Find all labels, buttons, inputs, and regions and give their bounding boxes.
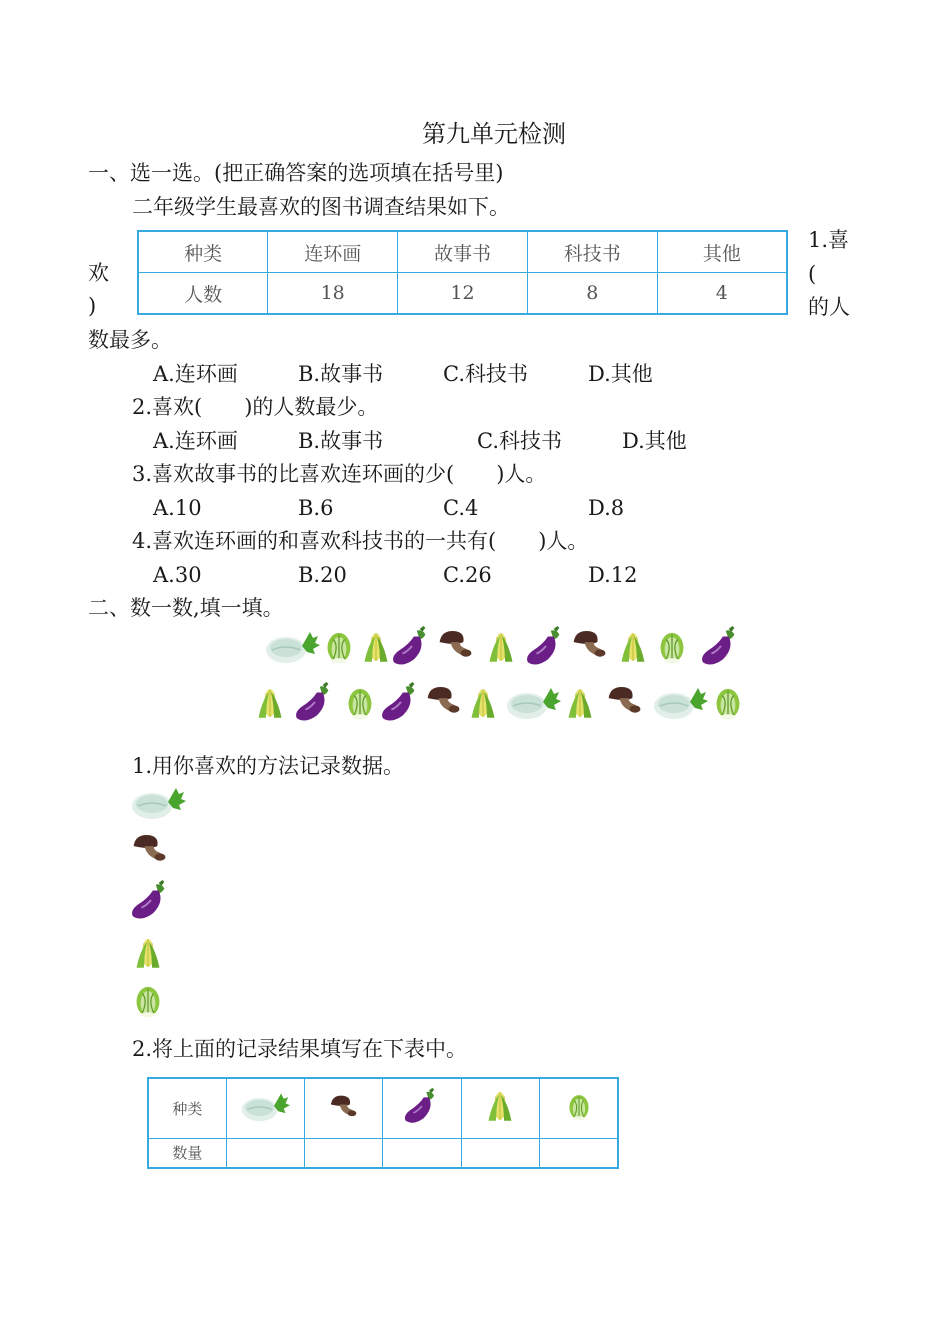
table-cell: 科技书	[527, 231, 657, 273]
cabbage-icon	[342, 680, 378, 724]
eggplant-icon	[380, 680, 422, 724]
table-icon-cell	[540, 1078, 618, 1138]
q1-option-c: C.科技书	[443, 362, 528, 386]
table-row	[148, 1078, 618, 1138]
corn-icon	[483, 624, 519, 670]
table-row	[138, 273, 787, 315]
table-row-label: 数量	[148, 1138, 226, 1168]
vegetable-count-table	[147, 1077, 619, 1169]
table-icon-cell	[226, 1078, 304, 1138]
table-cell: 故事书	[398, 231, 528, 273]
table-cell: 其他	[657, 231, 787, 273]
answer-cell[interactable]	[383, 1138, 461, 1168]
answer-cell[interactable]	[226, 1138, 304, 1168]
q2-text: 2.喜欢( )的人数最少。	[132, 395, 379, 419]
eggplant-icon	[391, 624, 433, 668]
radish-icon	[240, 1086, 290, 1126]
q3-option-b: B.6	[298, 496, 334, 520]
section1-intro: 二年级学生最喜欢的图书调查结果如下。	[132, 195, 510, 219]
table-cell: 人数	[138, 273, 268, 315]
q1-text-part: 的人	[808, 295, 850, 319]
q1-option-b: B.故事书	[298, 362, 384, 386]
eggplant-icon	[700, 624, 742, 668]
q2-option-c: C.科技书	[477, 429, 562, 453]
table-cell: 18	[268, 273, 398, 315]
section2-heading: 二、数一数,填一填。	[88, 596, 284, 620]
radish-icon	[652, 680, 708, 724]
q4-text: 4.喜欢连环画的和喜欢科技书的一共有( )人。	[132, 529, 589, 553]
q1-text-part: (	[808, 262, 817, 286]
q4-option-a: A.30	[153, 563, 202, 587]
cabbage-icon	[321, 624, 357, 668]
corn-icon	[130, 930, 166, 976]
mushroom-icon	[130, 828, 170, 868]
q1-text-part: 欢	[88, 261, 109, 285]
q2-option-a: A.连环画	[153, 429, 238, 453]
page-title: 第九单元检测	[422, 120, 566, 148]
cabbage-icon	[710, 680, 746, 724]
table-header-label: 种类	[148, 1078, 226, 1138]
corn-icon	[358, 624, 394, 670]
table-cell: 连环画	[268, 231, 398, 273]
table-cell: 种类	[138, 231, 268, 273]
radish-icon	[505, 680, 561, 724]
eggplant-icon	[403, 1087, 441, 1125]
eggplant-icon	[130, 878, 172, 922]
q1-text-cont: 数最多。	[88, 328, 172, 352]
corn-icon	[465, 680, 501, 726]
q4-option-d: D.12	[588, 563, 638, 587]
mushroom-icon	[328, 1090, 360, 1122]
table-cell: 12	[398, 273, 528, 315]
answer-cell[interactable]	[305, 1138, 383, 1168]
q3-option-c: C.4	[443, 496, 479, 520]
answer-cell[interactable]	[540, 1138, 618, 1168]
table-row	[138, 231, 787, 273]
mushroom-icon	[605, 680, 645, 720]
q1-option-a: A.连环画	[153, 362, 238, 386]
table-icon-cell	[383, 1078, 461, 1138]
corn-icon	[562, 680, 598, 726]
q1-text-part: 1.喜	[808, 228, 850, 252]
fill-instruction: 2.将上面的记录结果填写在下表中。	[132, 1037, 468, 1061]
q4-option-c: C.26	[443, 563, 492, 587]
answer-cell[interactable]	[461, 1138, 539, 1168]
book-survey-table	[137, 230, 788, 315]
table-row	[148, 1138, 618, 1168]
corn-icon	[252, 680, 288, 726]
corn-icon	[615, 624, 651, 670]
q3-text: 3.喜欢故事书的比喜欢连环画的少( )人。	[132, 462, 547, 486]
mushroom-icon	[424, 680, 464, 720]
q2-option-b: B.故事书	[298, 429, 384, 453]
table-icon-cell	[461, 1078, 539, 1138]
q4-option-b: B.20	[298, 563, 347, 587]
mushroom-icon	[570, 624, 610, 664]
eggplant-icon	[525, 624, 567, 668]
q2-option-d: D.其他	[622, 429, 687, 453]
eggplant-icon	[294, 680, 336, 724]
q1-option-d: D.其他	[588, 362, 653, 386]
table-cell: 8	[527, 273, 657, 315]
section1-heading: 一、选一选。(把正确答案的选项填在括号里)	[88, 161, 504, 185]
mushroom-icon	[436, 624, 476, 664]
cabbage-icon	[654, 624, 690, 668]
record-instruction: 1.用你喜欢的方法记录数据。	[132, 754, 405, 778]
radish-icon	[130, 780, 186, 824]
radish-icon	[264, 624, 320, 668]
q3-option-d: D.8	[588, 496, 625, 520]
q1-text-part: )	[88, 294, 97, 318]
table-icon-cell	[305, 1078, 383, 1138]
cabbage-icon	[564, 1089, 594, 1123]
table-cell: 4	[657, 273, 787, 315]
cabbage-icon	[130, 978, 166, 1022]
corn-icon	[482, 1086, 518, 1126]
q3-option-a: A.10	[153, 496, 202, 520]
